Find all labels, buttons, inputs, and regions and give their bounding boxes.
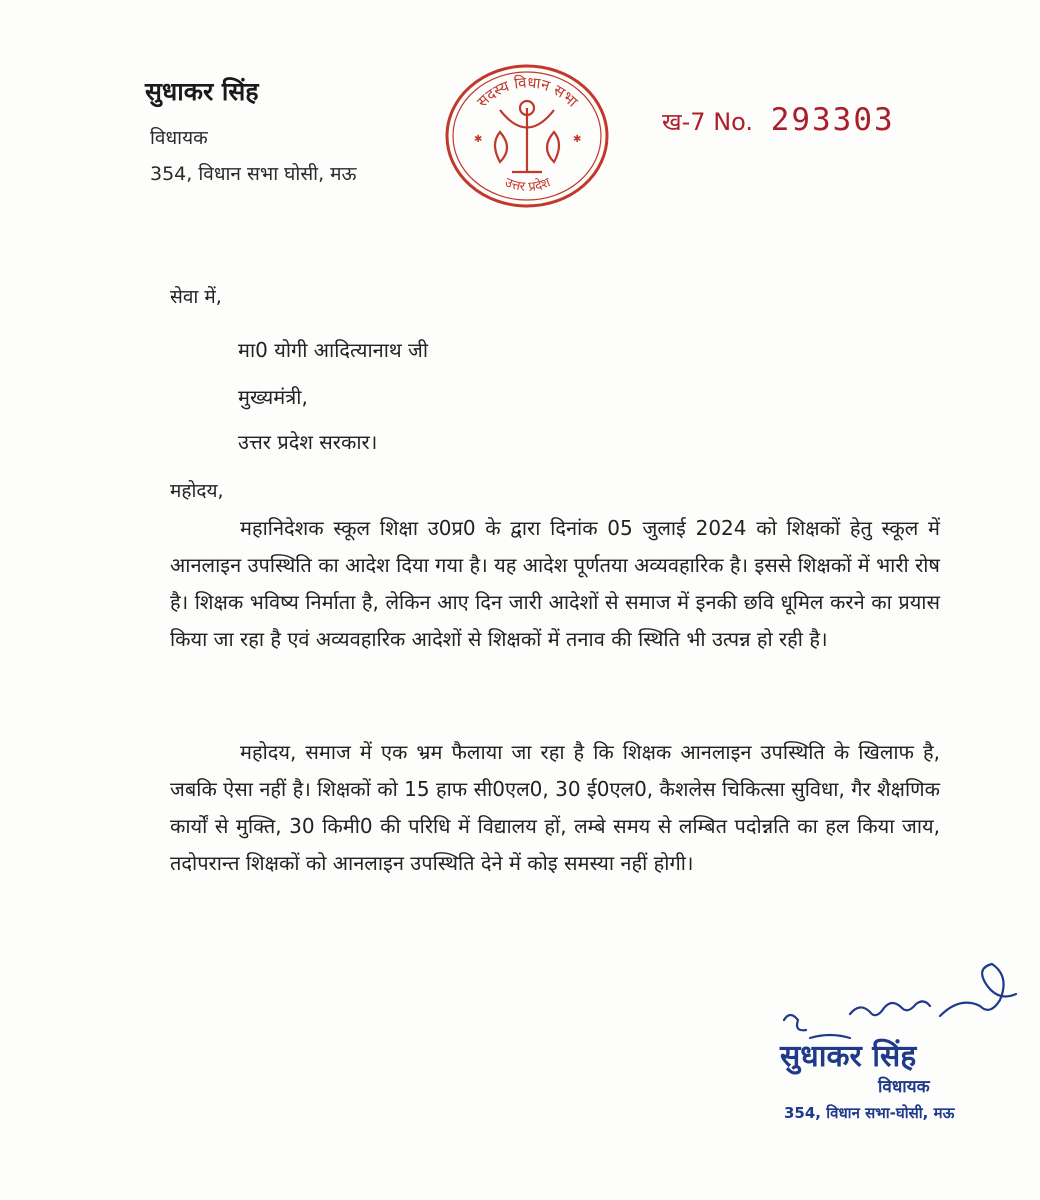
stamp-address: 354, विधान सभा-घोसी, मऊ — [784, 1104, 955, 1122]
seal-emblem-icon — [495, 101, 559, 172]
sender-address: 354, विधान सभा घोसी, मऊ — [150, 163, 357, 185]
reference-number — [662, 102, 895, 138]
greeting: महोदय, — [170, 480, 224, 502]
stamp-title: विधायक — [878, 1077, 930, 1097]
sender-name: सुधाकर सिंह — [145, 77, 259, 106]
recipient-office: उत्तर प्रदेश सरकार। — [238, 430, 378, 454]
reference-label: ख-7 No. — [662, 108, 754, 136]
recipient-name: मा0 योगी आदित्यानाथ जी — [238, 338, 429, 362]
seal-bottom-text: उत्तर प्रदेश — [502, 175, 553, 195]
assembly-seal-emblem — [440, 60, 615, 210]
stamp-name: सुधाकर सिंह — [780, 1039, 917, 1074]
handwritten-signature-icon — [784, 964, 1016, 1038]
body-paragraph-1: महानिदेशक स्कूल शिक्षा उ0प्र0 के द्वारा दिनांक 05 जुलाई 2024 को शिक्षकों हेतु स्कूल में आनलाइन उपस्थिति का आदेश दिया गया है। यह आदेश पूर्णतया अव्यवहारिक है। इससे शिक्षकों में भारी रोष है। शिक्षक भविष्य निर्माता है, लेकिन आए दिन जारी आदेशों से समाज में इनकी छवि धूमिल करने का प्रयास किया जा रहा है एवं अव्यवहारिक आदेशों से शिक्षकों में तनाव की स्थिति भी उत्पन्न हो रही है। — [170, 516, 940, 651]
signature-stamp — [770, 940, 1040, 1200]
seal-top-text: सदस्य विधान सभा — [473, 73, 582, 111]
reference-serial: 293303 — [770, 102, 895, 138]
svg-text:✱: ✱ — [573, 134, 582, 145]
svg-text:✱: ✱ — [474, 134, 483, 145]
sender-title: विधायक — [150, 127, 208, 149]
recipient-designation: मुख्यमंत्री, — [238, 385, 308, 409]
to-label: सेवा में, — [170, 286, 222, 308]
body-paragraph-2: महोदय, समाज में एक भ्रम फैलाया जा रहा है कि शिक्षक आनलाइन उपस्थिति के खिलाफ है, जबकि ऐसा नहीं है। शिक्षकों को 15 हाफ सी0एल0, 30 ई0एल0, कैशलेस चिकित्सा सुविधा, गैर शैक्षणिक कार्यों से मुक्ति, 30 किमी0 की परिधि में विद्यालय हों, लम्बे समय से लम्बित पदोन्नति का हल किया जाय, तदोपरान्त शिक्षकों को आनलाइन उपस्थिति देने में कोइ समस्या नहीं होगी। — [170, 740, 940, 875]
